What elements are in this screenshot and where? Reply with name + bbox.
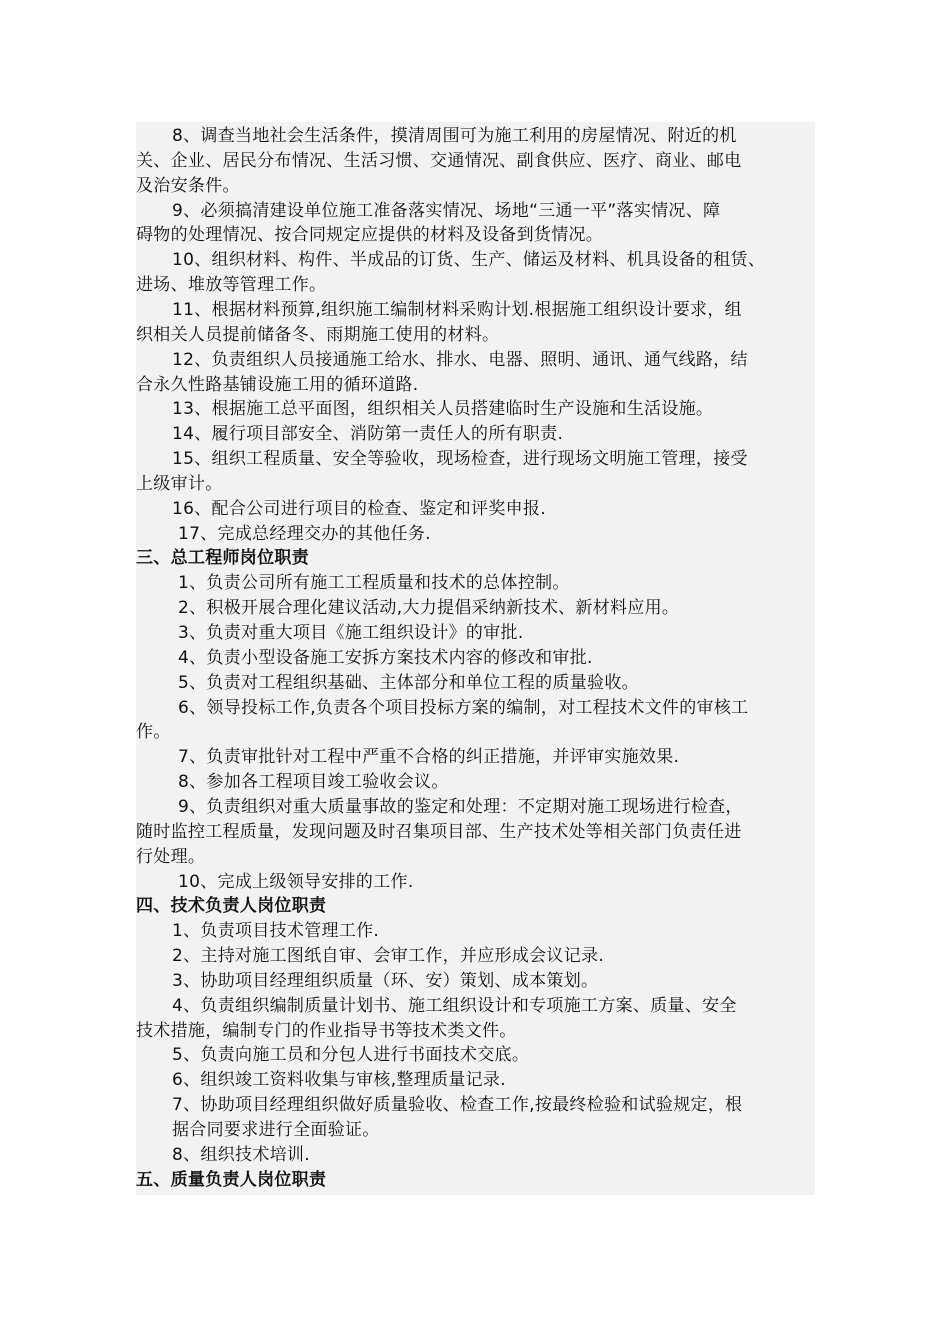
text-line: 碍物的处理情况、按合同规定应提供的材料及设备到货情况。 xyxy=(136,225,604,246)
text-line: 13、根据施工总平面图，组织相关人员搭建临时生产设施和生活设施。 xyxy=(172,399,714,420)
text-line: 2、主持对施工图纸自审、会审工作，并应形成会议记录. xyxy=(172,946,605,967)
text-line: 8、组织技术培训. xyxy=(172,1144,310,1165)
text-line: 7、负责审批针对工程中严重不合格的纠正措施，并评审实施效果. xyxy=(178,747,680,768)
text-line: 16、配合公司进行项目的检查、鉴定和评奖申报. xyxy=(172,498,546,519)
text-line: 9、负责组织对重大质量事故的鉴定和处理：不定期对施工现场进行检查， xyxy=(178,796,743,817)
text-line: 5、负责对工程组织基础、主体部分和单位工程的质量验收。 xyxy=(178,672,639,693)
text-line: 合永久性路基铺设施工用的循环道路. xyxy=(136,374,419,395)
text-line: 关、企业、居民分布情况、生活习惯、交通情况、副食供应、医疗、商业、邮电 xyxy=(136,150,742,171)
text-line: 11、根据材料预算,组织施工编制材料采购计划.根据施工组织设计要求，组 xyxy=(172,299,742,320)
text-line: 技术措施，编制专门的作业指导书等技术类文件。 xyxy=(136,1020,517,1041)
text-line: 5、负责向施工员和分包人进行书面技术交底。 xyxy=(172,1045,530,1066)
text-line: 1、负责项目技术管理工作. xyxy=(172,921,380,942)
text-line: 8、调查当地社会生活条件，摸清周围可为施工利用的房屋情况、附近的机 xyxy=(172,126,737,146)
text-line: 及治安条件。 xyxy=(136,175,240,196)
text-line: 行处理。 xyxy=(136,846,206,867)
text-line: 4、负责组织编制质量计划书、施工组织设计和专项施工方案、质量、安全 xyxy=(172,995,737,1016)
text-line: 3、负责对重大项目《施工组织设计》的审批. xyxy=(178,623,524,643)
document-page xyxy=(136,122,815,1195)
text-line: 上级审计。 xyxy=(136,473,223,494)
text-line: 作。 xyxy=(136,722,171,743)
text-line: 9、必须搞清建设单位施工准备落实情况、场地“三通一平”落实情况、障 xyxy=(172,200,721,221)
text-line: 据合同要求进行全面验证。 xyxy=(172,1120,380,1140)
text-line: 10、组织材料、构件、半成品的订货、生产、储运及材料、机具设备的租赁、 xyxy=(172,250,766,271)
text-line: 2、积极开展合理化建议活动,大力提倡采纳新技术、新材料应用。 xyxy=(178,598,680,619)
text-line: 14、履行项目部安全、消防第一责任人的所有职责. xyxy=(172,424,564,445)
text-line: 6、组织竣工资料收集与审核,整理质量记录. xyxy=(172,1070,506,1091)
text-line: 随时监控工程质量，发现问题及时召集项目部、生产技术处等相关部门负责任进 xyxy=(136,821,742,842)
text-line: 12、负责组织人员接通施工给水、排水、电器、照明、通讯、通气线路，结 xyxy=(172,349,748,370)
text-line: 8、参加各工程项目竣工验收会议。 xyxy=(178,772,449,793)
section-heading: 三、总工程师岗位职责 xyxy=(136,548,309,569)
text-line: 3、协助项目经理组织质量（环、安）策划、成本策划。 xyxy=(172,970,599,991)
text-line: 织相关人员提前储备冬、雨期施工使用的材料。 xyxy=(136,324,500,345)
text-line: 15、组织工程质量、安全等验收，现场检查，进行现场文明施工管理，接受 xyxy=(172,449,748,470)
text-line: 进场、堆放等管理工作。 xyxy=(136,275,327,296)
text-line: 17、完成总经理交办的其他任务. xyxy=(178,523,431,544)
text-line: 10、完成上级领导安排的工作. xyxy=(178,871,414,892)
text-line: 1、负责公司所有施工工程质量和技术的总体控制。 xyxy=(178,573,570,594)
section-heading: 五、质量负责人岗位职责 xyxy=(136,1169,327,1190)
text-line: 6、领导投标工作,负责各个项目投标方案的编制，对工程技术文件的审核工 xyxy=(178,697,749,718)
text-line: 7、协助项目经理组织做好质量验收、检查工作,按最终检验和试验规定，根 xyxy=(172,1095,743,1116)
text-line: 4、负责小型设备施工安拆方案技术内容的修改和审批. xyxy=(178,647,593,668)
section-heading: 四、技术负责人岗位职责 xyxy=(136,896,327,917)
